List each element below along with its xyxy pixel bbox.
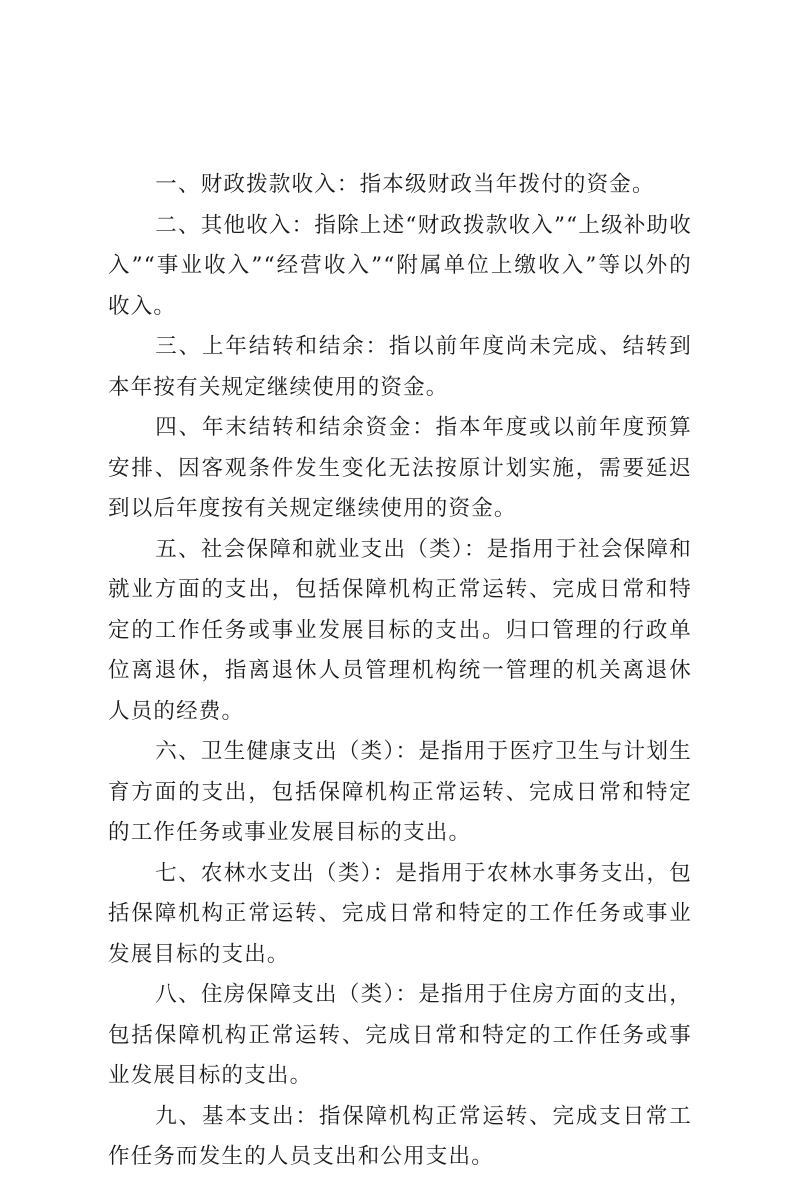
definition-paragraph-6: 六、卫生健康支出（类）：是指用于医疗卫生与计划生育方面的支出，包括保障机构正常运转、完成日常和特定的工作任务或事业发展目标的支出。 — [108, 739, 692, 845]
definition-paragraph-1: 一、财政拨款收入：指本级财政当年拨付的资金。 — [155, 172, 655, 197]
definition-paragraph-4: 四、年末结转和结余资金：指本年度或以前年度预算安排、因客观条件发生变化无法按原计划实施，需要延迟到以后年度按有关规定继续使用的资金。 — [108, 415, 692, 521]
document-body — [108, 165, 692, 1178]
definition-paragraph-7: 七、农林水支出（类）：是指用于农林水事务支出，包括保障机构正常运转、完成日常和特定的工作任务或事业发展目标的支出。 — [108, 860, 692, 967]
definition-paragraph-9: 九、基本支出：指保障机构正常运转、完成支日常工作任务而发生的人员支出和公用支出。 — [108, 1103, 692, 1169]
definition-paragraph-8: 八、住房保障支出（类）：是指用于住房方面的支出，包括保障机构正常运转、完成日常和特定的工作任务或事业发展目标的支出。 — [108, 982, 692, 1088]
definition-paragraph-5: 五、社会保障和就业支出（类）：是指用于社会保障和就业方面的支出，包括保障机构正常运转、完成日常和特定的工作任务或事业发展目标的支出。归口管理的行政单位离退休，指离退休人员管理机构统一管理的机关离退休人员的经费。 — [108, 536, 692, 724]
definition-paragraph-3: 三、上年结转和结余：指以前年度尚未完成、结转到本年按有关规定继续使用的资金。 — [108, 334, 692, 400]
definition-paragraph-2: 二、其他收入：指除上述“财政拨款收入”“上级补助收入”“事业收入”“经营收入”“附属单位上缴收入”等以外的收入。 — [108, 212, 692, 319]
